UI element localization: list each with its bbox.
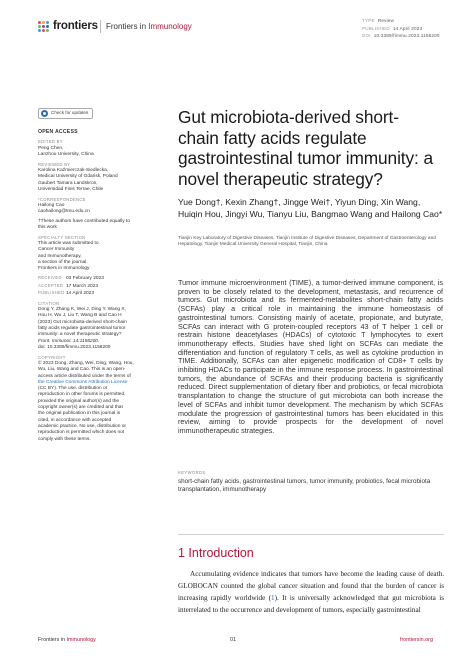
reviewer-affiliation: Medical University of Gdańsk, Poland	[38, 174, 118, 180]
open-access-label: OPEN ACCESS	[38, 129, 78, 135]
check-updates-icon	[41, 110, 48, 117]
brand-name: frontiers	[53, 20, 98, 32]
author-affiliation: Tianjin Key Laboratory of Digestive Diseases, Tianjin Institute of Digestive Diseases, Department of Gastroenterology and Hepatology, Tianjin Medical University General Hospital, Tianjin, China	[178, 236, 436, 248]
meta-published: PUBLISHED 14 April 2023	[362, 25, 423, 31]
copyright-line: © 2023 Dong, Zhang, Wei, Ding, Wang, Hou,	[38, 361, 134, 366]
frontiers-logo-icon	[38, 21, 49, 32]
journal-name[interactable]	[106, 22, 192, 31]
correspondence-label: *CORRESPONDENCE	[38, 196, 86, 202]
journal-title: Immunology	[148, 22, 192, 31]
article-authors: Yue Dong†, Kexin Zhang†, Jingge Wei†, Yiyun Ding, Xin Wang, Huiqin Hou, Jingyi Wu, Tianyu Liu, Bangmao Wang and Hailong Cao*	[178, 197, 443, 220]
equal-contribution-note: †These authors have contributed equally to	[38, 218, 131, 224]
copyright-line: academic practice. No use, distribution or	[38, 423, 126, 429]
copyright-line: the original publication in this journal is	[38, 411, 121, 417]
copyright-line: (CC BY). The use, distribution or	[38, 386, 108, 392]
editor-affiliation: Lanzhou University, China	[38, 151, 94, 157]
reviewer-affiliation: Universidad Finis Terrae, Chile	[38, 186, 104, 192]
meta-doi[interactable]: DOI 10.3389/fimmu.2023.1158200	[362, 33, 440, 38]
copyright-line: Wu, Liu, Wang and Cao. This is an open-	[38, 367, 126, 373]
citation-line: immunity: a novel therapeutic strategy?	[38, 332, 122, 338]
reviewer-name: Gaubert Tamara Landskron,	[38, 180, 98, 186]
article-dates	[38, 275, 156, 297]
header-divider	[100, 20, 101, 33]
copyright-label: COPYRIGHT	[38, 354, 66, 360]
footer-journal: Frontiers in Immunology	[38, 637, 96, 643]
article-title: Gut microbiota-derived short-chain fatty acids regulate gastrointestinal tumor immunity: a novel therapeutic strategy?	[178, 107, 433, 189]
keywords-list: short-chain fatty acids, gastrointestinal tumors, tumor immunity, probiotics, fecal microbiota transplantation, immunotherapy	[178, 478, 431, 494]
corresponding-email-link[interactable]: caohailong@tmu.edu.cn	[38, 209, 90, 215]
specialty-line: This article was submitted to	[38, 240, 99, 246]
citation-line: Front. Immunol. 14:1158200.	[38, 338, 100, 344]
citation-line: fatty acids regulate gastrointestinal tumor	[38, 326, 126, 332]
copyright-line: copyright owner(s) are credited and that	[38, 405, 123, 411]
reviewer-name: Karolina Kaźmierczak-Siedlecka,	[38, 167, 109, 173]
copyright-line: comply with these terms.	[38, 436, 91, 442]
specialty-line: a section of the journal	[38, 259, 87, 265]
copyright-line: reproduction is permitted which does not	[38, 430, 125, 436]
license-link[interactable]: the Creative Commons Attribution License	[38, 379, 128, 385]
specialty-line: Cancer Immunity	[38, 247, 75, 253]
copyright-line: cited, in accordance with accepted	[38, 417, 112, 423]
journal-prefix: Frontiers in	[106, 22, 149, 31]
article-meta	[362, 17, 440, 40]
section-heading-introduction: 1 Introduction	[178, 546, 254, 560]
introduction-paragraph: Accumulating evidence indicates that tumors have become the leading cause of death. GLOBOCAN counted the global cancer situation and found that the burden of cancer is increasing rapidly worldwide (1). It is universally acknowledged that gut microbiota is interrelated to the occurrence and development of tumors, especially gastrointestinal	[178, 570, 444, 614]
corresponding-author: Hailong Cao	[38, 202, 65, 208]
editor-name: Peng Chen,	[38, 145, 64, 151]
page-number: 01	[230, 637, 236, 643]
footer-site-link[interactable]: frontiersin.org	[400, 637, 433, 643]
meta-type: TYPE Review	[362, 18, 395, 23]
keywords-label: KEYWORDS	[178, 470, 206, 475]
date-received: RECEIVED 03 February 2023	[38, 275, 104, 282]
equal-contribution-note: this work	[38, 224, 57, 230]
date-accepted: ACCEPTED 17 March 2023	[38, 282, 98, 289]
reviewed-by-label: REVIEWED BY	[38, 161, 71, 167]
reference-link[interactable]: 1	[271, 593, 275, 602]
edited-by-label: EDITED BY	[38, 139, 63, 145]
article-sidebar	[38, 108, 156, 443]
copyright-line: provided the original author(s) and the	[38, 398, 120, 404]
citation-line: (2023) Gut microbiota-derived short-chain	[38, 319, 127, 325]
check-updates-button[interactable]: Check for updates	[38, 108, 93, 119]
specialty-line: Frontiers in Immunology	[38, 266, 90, 272]
frontiers-logo[interactable]	[38, 20, 98, 32]
specialty-label: SPECIALTY SECTION	[38, 234, 86, 240]
section-divider	[178, 534, 444, 535]
citation-line: Hou H, Wu J, Liu T, Wang B and Cao H	[38, 313, 122, 319]
citation-line: Dong Y, Zhang K, Wei J, Ding Y, Wang X,	[38, 307, 126, 313]
copyright-line: reproduction in other forums is permitted,	[38, 392, 126, 398]
copyright-line: access article distributed under the terms of	[38, 373, 131, 379]
date-published: PUBLISHED 14 April 2023	[38, 290, 95, 297]
citation-doi[interactable]: doi: 10.3389/fimmu.2023.1158200	[38, 344, 111, 350]
specialty-line: and Immunotherapy,	[38, 253, 82, 259]
citation-label: CITATION	[38, 300, 60, 306]
article-abstract: Tumor immune microenvironment (TIME), a tumor-derived immune component, is proven to be closely related to the development, metastasis, and recurrence of tumors. Gut microbiota and its fermented-metabolites short-chain fatty acids (SCFAs) play a critical role in maintaining the immune homeostasis of gastrointestinal tumors. Consisting mainly of acetate, propionate, and butyrate, SCFAs can interact with G protein-coupled receptors 43 of T helper 1 cell or restrain histone deacetylases (HDACs) of cytotoxic T lymphocytes to exert immunotherapy effects. Studies have shed light on SCFAs can mediate the differentiation and function of regulatory T cells, as well as cytokine production in TIME. Additionally, SCFAs can alter epigenetic modification of CD8+ T cells by inhibiting HDACs to participate in the immune response process. In gastrointestinal tumors, the abundance of SCFAs and their producing bacteria is significantly reduced. Direct supplementation of dietary fiber and probiotics, or fecal microbiota transplantation to change the structure of gut microbiota can both increase the level of SCFAs and inhibit tumor development. The mechanism by which SCFAs modulate the progression of gastrointestinal tumors has been elucidated in this review, aiming to provide prospects for the development of novel immunotherapeutic strategies.	[178, 278, 443, 435]
